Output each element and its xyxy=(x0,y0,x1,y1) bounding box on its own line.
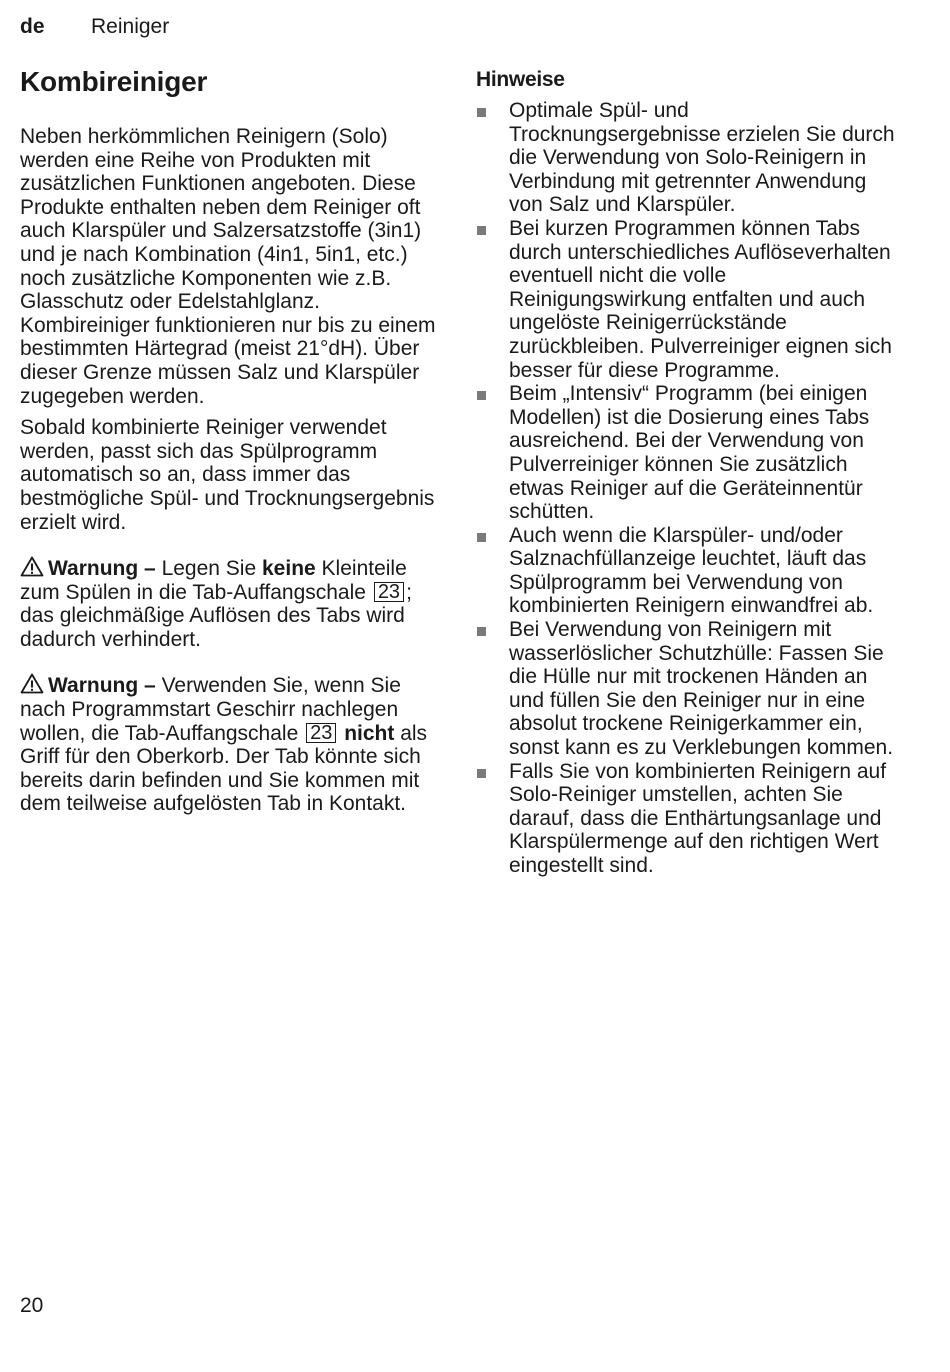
notes-list xyxy=(476,99,896,878)
warning-text: als Griff für den Oberkorb. Der Tab könnte sich bereits darin befinden und Sie kommen mit dem teilweise aufgelösten Tab in Kontakt. xyxy=(20,721,428,816)
note-item xyxy=(476,217,896,382)
note-item xyxy=(476,382,896,524)
left-column xyxy=(20,66,440,816)
language-code: de xyxy=(20,15,45,38)
warning-text: ; das gleichmäßige Auflösen des Tabs wird dadurch verhindert. xyxy=(20,580,412,651)
warning-text: Kleinteile zum Spülen in die Tab-Auffangschale xyxy=(20,557,407,604)
warning-emphasis: nicht xyxy=(344,721,395,745)
notes-heading: Hinweise xyxy=(476,68,565,91)
part-reference: 23 xyxy=(306,723,336,743)
page-number: 20 xyxy=(20,1294,44,1317)
square-bullet-icon xyxy=(477,533,486,542)
note-item xyxy=(476,524,896,618)
warning-text: Verwenden Sie, wenn Sie nach Programmstart Geschirr nachlegen wollen, die Tab-Auffangschale xyxy=(20,674,401,745)
note-text: Auch wenn die Klarspüler- und/oder Salznachfüllanzeige leuchtet, läuft das Spülprogramm bei Verwendung von kombinierten Reinigern einwandfrei ab. xyxy=(509,523,874,618)
square-bullet-icon xyxy=(477,108,486,117)
body-paragraph: Neben herkömmlichen Reinigern (Solo) werden eine Reihe von Produkten mit zusätzlichen Funktionen angeboten. Diese Produkte enthalten neben dem Reiniger oft auch Klarspüler und Salzersatzstoffe (3in1) und je nach Kombination (4in1, 5in1, etc.) noch zusätzliche Komponenten wie z.B. Glasschutz oder Edelstahlglanz. Kombireiniger funktionieren nur bis zu einem bestimmten Härtegrad (meist 21°dH). Über dieser Grenze müssen Salz und Klarspüler zugegeben werden. xyxy=(20,125,436,408)
warning-emphasis: keine xyxy=(262,557,316,581)
note-item xyxy=(476,99,896,217)
section-name: Reiniger xyxy=(91,15,170,38)
body-paragraph: Sobald kombinierte Reiniger verwendet werden, passt sich das Spülprogramm automatisch so an, dass immer das bestmögliche Spül- und Trocknungsergebnis erzielt wird. xyxy=(20,416,435,534)
right-column xyxy=(476,66,896,878)
page-title: Kombireiniger xyxy=(20,66,208,97)
square-bullet-icon xyxy=(477,627,486,636)
note-text: Beim „Intensiv“ Programm (bei einigen Modellen) ist die Dosierung eines Tabs ausreichend. Bei der Verwendung von Pulverreiniger können Sie zusätzlich etwas Reiniger auf die Geräteinnentür schütten. xyxy=(509,382,870,524)
note-text: Optimale Spül- und Trocknungsergebnisse erzielen Sie durch die Verwendung von Solo-Reinigern in Verbindung mit getrennter Anwendung von Salz und Klarspüler. xyxy=(509,99,895,217)
note-text: Bei Verwendung von Reinigern mit wasserlöslicher Schutzhülle: Fassen Sie die Hülle nur mit trockenen Händen an und füllen Sie den Reiniger nur in eine absolut trockene Reinigerkammer ein, sonst kann es zu Verklebungen kommen. xyxy=(509,618,894,760)
warning-triangle-icon xyxy=(20,673,44,694)
square-bullet-icon xyxy=(477,769,486,778)
note-text: Falls Sie von kombinierten Reinigern auf Solo-Reiniger umstellen, achten Sie darauf, dass die Enthärtungsanlage und Klarspülermenge auf den richtigen Wert eingestellt sind. xyxy=(509,759,887,877)
warning-triangle-icon xyxy=(20,556,44,577)
note-text: Bei kurzen Programmen können Tabs durch unterschiedliches Auflöseverhalten eventuell nicht die volle Reinigungswirkung entfalten und auch ungelöste Reinigerrückstände zurückbleiben. Pulverreiniger eignen sich besser für diese Programme. xyxy=(509,216,892,382)
square-bullet-icon xyxy=(477,226,486,235)
note-item xyxy=(476,760,896,878)
square-bullet-icon xyxy=(477,391,486,400)
warning-label: Warnung – xyxy=(48,674,156,698)
warning-block xyxy=(20,673,440,816)
note-item xyxy=(476,618,896,760)
warning-label: Warnung – xyxy=(48,557,156,581)
page-header xyxy=(20,14,169,40)
warning-text: Legen Sie xyxy=(161,557,257,581)
warning-block xyxy=(20,556,440,651)
part-reference: 23 xyxy=(374,582,404,602)
